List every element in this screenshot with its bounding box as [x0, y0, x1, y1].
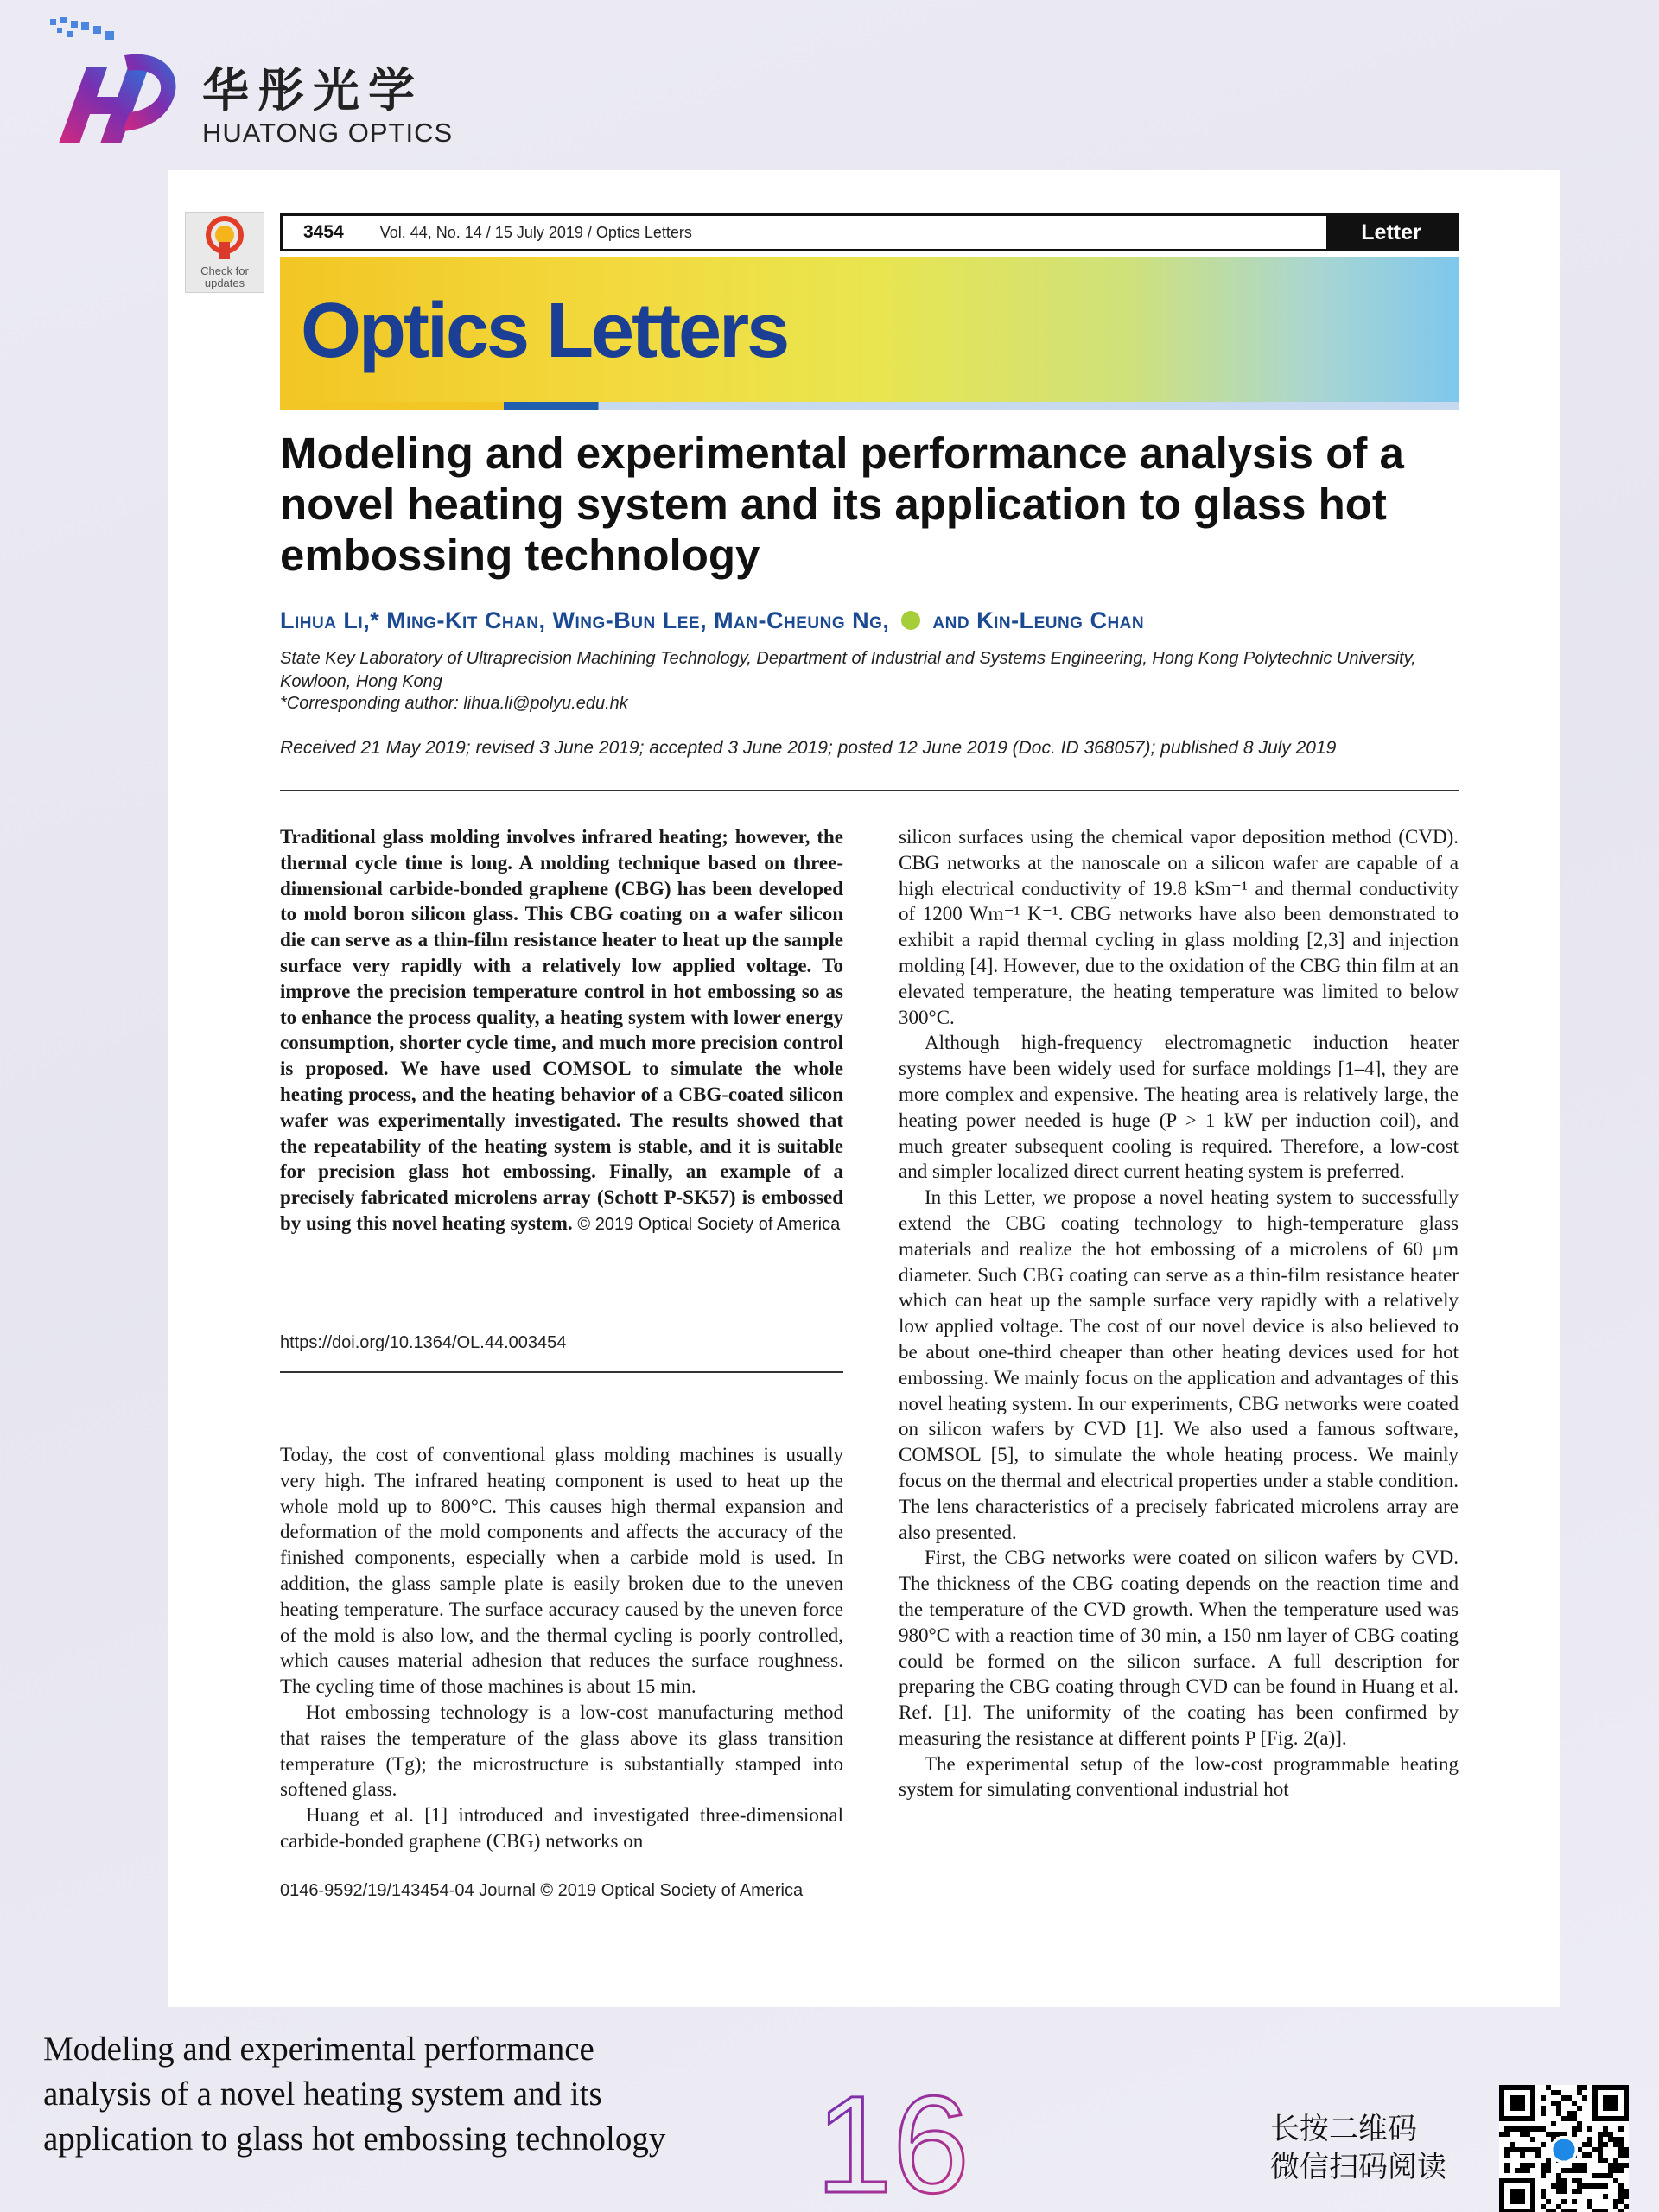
divider — [280, 790, 1459, 791]
body-column-right — [899, 824, 1459, 1802]
body-paragraph: Huang et al. [1] introduced and investigated three-dimensional carbide-bonded graphene (CBG) networks on — [280, 1804, 843, 1852]
article-caption: Modeling and experimental performance analysis of a novel heating system and its application to glass hot embossing technology — [43, 2031, 666, 2158]
qr-code-icon[interactable] — [1499, 2085, 1629, 2212]
corresponding-author: *Corresponding author: lihua.li@polyu.edu.hk — [280, 694, 628, 713]
banner-stripe — [280, 402, 1459, 410]
affiliation: State Key Laboratory of Ultraprecision Machining Technology, Department of Industrial and Systems Engineering, Hong Kong Polytechnic University, Kowloon, Hong Kong — [280, 649, 1416, 691]
article-title: Modeling and experimental performance analysis of a novel heating system and its application to glass hot embossing technology — [280, 429, 1404, 580]
journal-banner — [280, 257, 1459, 406]
qr-hint — [1270, 2110, 1446, 2186]
brand-name-cn: 华彤光学 — [202, 63, 423, 118]
body-paragraph: First, the CBG networks were coated on silicon wafers by CVD. The thickness of the CBG coating depends on the reaction time and the temperature of the CVD growth. When the temperature used was 980°C with a reaction time of 30 min, a 150 nm layer of CBG coating could be formed on the silicon surface. A full description for preparing the CBG coating through CVD can be found in Huang et al. Ref. [1]. The uniformity of the coating has been confirmed by measuring the resistance at different points P [Fig. 2(a)]. — [899, 1547, 1459, 1749]
qr-hint-line-1: 长按二维码 — [1270, 2112, 1417, 2146]
article-type-badge: Letter — [1326, 216, 1456, 249]
crossmark-icon — [203, 216, 246, 261]
check-for-updates-label: Check for updates — [200, 264, 249, 289]
journal-footer: 0146-9592/19/143454-04 Journal © 2019 Optical Society of America — [280, 1881, 804, 1900]
body-paragraph: silicon surfaces using the chemical vapor deposition method (CVD). CBG networks at the nanoscale on a silicon wafer are capable of a high electrical conductivity of 19.8 kSm⁻¹ and thermal conductivity of 1200 Wm⁻¹ K⁻¹. CBG networks have also been demonstrated to exhibit a rapid thermal cycling in glass molding [2,3] and injection molding [4]. However, due to the oxidation of the CBG thin film at an elevated temperature, the heating temperature was limited to below 300°C. — [899, 826, 1459, 1028]
doi-link[interactable]: https://doi.org/10.1364/OL.44.003454 — [280, 1333, 567, 1352]
body-paragraph: Although high-frequency electromagnetic induction heater systems have been widely used for surface moldings [1–4], they are more complex and expensive. The heating area is relatively large, the heating power needed is huge (P > 1 kW per induction coil), and much greater subsequent cooling is required. Therefore, a low-cost and simpler localized direct current heating system is preferred. — [899, 1032, 1459, 1183]
body-paragraph: Today, the cost of conventional glass molding machines is usually very high. The infrared heating component is used to heat up the whole mold up to 800°C. This causes high thermal expansion and deformation of the mold components and affects the accuracy of the finished components, especially when a carbide mold is used. In addition, the glass sample plate is easily broken due to the uneven heating temperature. The surface accuracy caused by the uneven force of the mold is also low, and the thermal cycling is poorly controlled, which causes material adhesion that reduces the surface roughness. The cycling time of those machines is about 15 min. — [280, 1444, 843, 1698]
page-badge-icon — [810, 2078, 975, 2208]
authors-last: and Kin-Leung Chan — [932, 607, 1145, 633]
paper-page — [168, 170, 1560, 2007]
page-number: 3454 — [303, 222, 344, 242]
body-column-left — [280, 1442, 843, 1854]
orcid-icon[interactable] — [901, 611, 920, 630]
volume-info: Vol. 44, No. 14 / 15 July 2019 / Optics Letters — [379, 223, 692, 241]
body-paragraph: The experimental setup of the low-cost programmable heating system for simulating conventional industrial hot — [899, 1752, 1459, 1801]
check-for-updates-button[interactable] — [185, 212, 264, 293]
journal-name: Optics Letters — [301, 288, 788, 374]
publication-dates: Received 21 May 2019; revised 3 June 2019; accepted 3 June 2019; posted 12 June 2019 (Doc. ID 368057); published 8 July 2019 — [280, 738, 1337, 758]
journal-header-bar — [280, 213, 1459, 251]
author-list — [280, 607, 1459, 634]
abstract — [280, 824, 843, 1238]
page-badge-number: 16 — [816, 2078, 969, 2208]
huatong-logo-icon — [33, 14, 188, 152]
abstract-text: Traditional glass molding involves infrared heating; however, the thermal cycle time is long. A molding technique based on three-dimensional carbide-bonded graphene (CBG) has been developed to mold boron silicon glass. This CBG coating on a wafer silicon die can serve as a thin-film resistance heater to heat up the sample surface very rapidly with a relatively low applied voltage. To improve the precision temperature control in hot embossing so as to enhance the process quality, a heating system with lower energy consumption, shorter cycle time, and much more precision control is proposed. We have used COMSOL to simulate the whole heating process, and the heating behavior of a CBG-coated silicon wafer was experimentally investigated. The results showed that the repeatability of the heating system is stable, and it is suitable for precision glass hot embossing. Finally, an example of a precisely fabricated microlens array (Schott P-SK57) is embossed by using this novel heating system. — [280, 826, 843, 1234]
brand-name-en: HUATONG OPTICS — [202, 118, 454, 148]
body-paragraph: Hot embossing technology is a low-cost manufacturing method that raises the temperature of the glass above its glass transition temperature (Tg); the microstructure is substantially stamped into softened glass. — [280, 1700, 843, 1801]
authors-main: Lihua Li,* Ming-Kit Chan, Wing-Bun Lee, Man-Cheung Ng, — [280, 607, 890, 633]
qr-hint-line-2: 微信扫码阅读 — [1270, 2150, 1446, 2184]
body-paragraph: In this Letter, we propose a novel heating system to successfully extend the CBG coating technology to high-temperature glass materials and realize the hot embossing of a microlens of 60 μm diameter. Such CBG coating can serve as a thin-film resistance heater which can heat up the sample surface very rapidly with a relatively low applied voltage. The cost of our novel device is also believed to be about one-third cheaper than other heating devices used for hot embossing. We mainly focus on the application and advantages of this novel heating system. In our experiments, CBG networks were coated on silicon wafers by CVD [1]. We also used a famous software, COMSOL [5], to simulate the whole heating process. We mainly focus on the thermal and electrical properties under a stable condition. The lens characteristics of a precisely fabricated microlens array are also presented. — [899, 1186, 1459, 1543]
divider — [280, 1371, 843, 1373]
copyright-notice: © 2019 Optical Society of America — [577, 1214, 841, 1234]
